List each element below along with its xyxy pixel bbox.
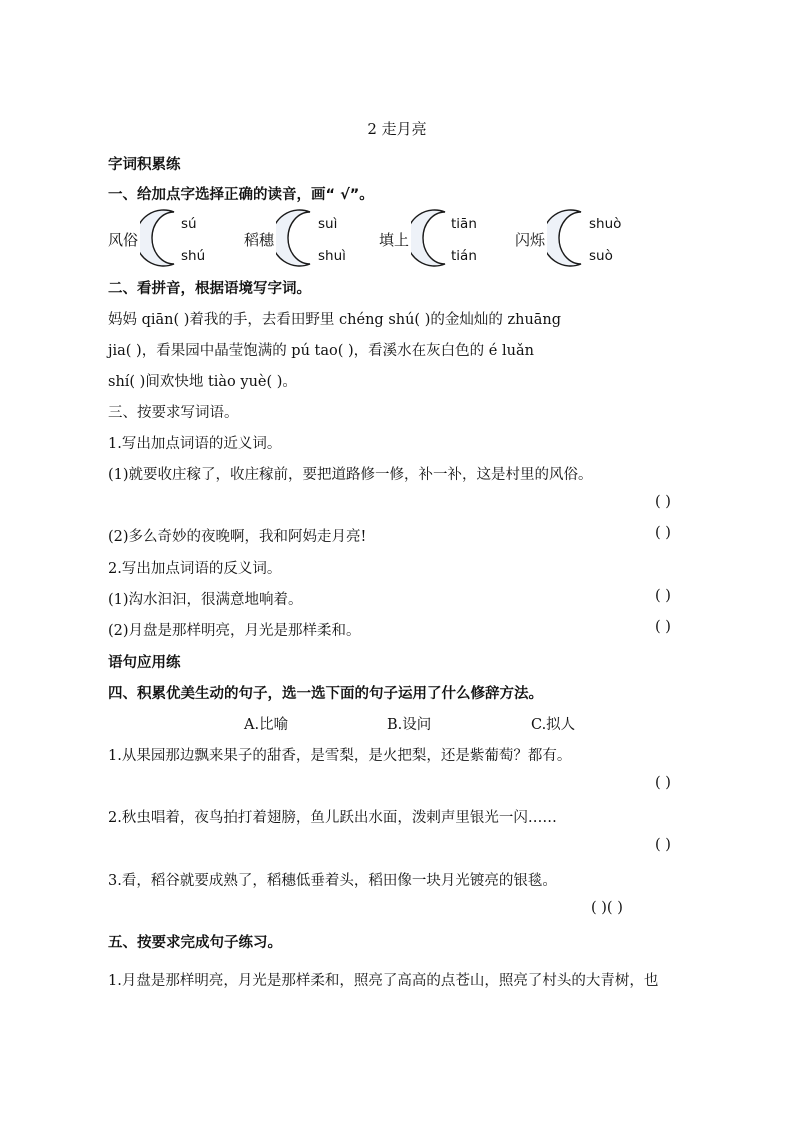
q4-option-c: C.拟人 xyxy=(531,717,576,733)
q5-heading: 五、按要求完成句子练习。 xyxy=(108,935,282,951)
q3-sub-2: 2.写出加点词语的反义词。 xyxy=(108,561,282,577)
q4-option-a: A.比喻 xyxy=(244,717,289,733)
q3-heading: 三、按要求写词语。 xyxy=(108,405,239,421)
answer-blank[interactable]: ( ) xyxy=(655,775,671,791)
answer-blank[interactable]: ( ) xyxy=(655,494,671,510)
page-title: 2 走月亮 xyxy=(367,120,427,138)
q3-sentence-1: (1)就要收庄稼了，收庄稼前，要把道路修一修，补一补，这是村里的风俗。 xyxy=(108,467,593,483)
crescent-bracket-icon xyxy=(547,208,593,268)
q2-line-2: jia( )，看果园中晶莹饱满的 pú tao( )，看溪水在灰白色的 é luǎn xyxy=(108,343,534,359)
section-heading-sentence-practice: 语句应用练 xyxy=(108,655,181,671)
q2-heading: 二、看拼音，根据语境写字词。 xyxy=(108,281,311,297)
q1-word: 闪烁 xyxy=(515,231,546,249)
q1-option-2[interactable]: shú xyxy=(181,248,206,264)
q4-sentence-2: 2.秋虫唱着，夜鸟拍打着翅膀，鱼儿跃出水面，泼剌声里银光一闪…… xyxy=(108,810,557,826)
q2-line-3: shí( )间欢快地 tiào yuè( )。 xyxy=(108,374,297,390)
answer-blank-double[interactable]: ( )( ) xyxy=(591,900,623,916)
section-heading-word-practice: 字词积累练 xyxy=(108,157,181,173)
crescent-bracket-icon xyxy=(140,208,186,268)
answer-blank[interactable]: ( ) xyxy=(655,525,671,541)
q3-sentence-2: (2)多么奇妙的夜晚啊，我和阿妈走月亮! xyxy=(108,529,367,545)
answer-blank[interactable]: ( ) xyxy=(655,619,671,635)
answer-blank[interactable]: ( ) xyxy=(655,588,671,604)
q3-sentence-4: (2)月盘是那样明亮，月光是那样柔和。 xyxy=(108,623,361,639)
answer-blank[interactable]: ( ) xyxy=(655,837,671,853)
q1-option-2[interactable]: suò xyxy=(589,248,613,264)
q1-word: 填上 xyxy=(379,231,410,249)
q4-sentence-3: 3.看，稻谷就要成熟了，稻穗低垂着头，稻田像一块月光镀亮的银毯。 xyxy=(108,873,557,889)
q1-option-2[interactable]: tián xyxy=(451,248,477,264)
q3-sub-1: 1.写出加点词语的近义词。 xyxy=(108,436,282,452)
q1-word: 稻穗 xyxy=(244,231,275,249)
q3-sentence-3: (1)沟水汩汩，很满意地响着。 xyxy=(108,592,303,608)
q1-option-1[interactable]: tiān xyxy=(451,216,477,232)
q1-option-1[interactable]: sú xyxy=(181,216,197,232)
q2-line-1: 妈妈 qiān( )着我的手，去看田野里 chéng shú( )的金灿灿的 zhuāng xyxy=(108,312,562,328)
q4-sentence-1: 1.从果园那边飘来果子的甜香，是雪梨，是火把梨，还是紫葡萄？都有。 xyxy=(108,748,572,764)
q1-option-2[interactable]: shuì xyxy=(318,248,346,264)
q1-option-1[interactable]: suì xyxy=(318,216,338,232)
q1-heading: 一、给加点字选择正确的读音，画“ √”。 xyxy=(108,187,374,203)
q4-option-b: B.设问 xyxy=(387,717,432,733)
crescent-bracket-icon xyxy=(276,208,322,268)
q1-word: 风俗 xyxy=(108,231,139,249)
q4-heading: 四、积累优美生动的句子，选一选下面的句子运用了什么修辞方法。 xyxy=(108,686,543,702)
q1-option-1[interactable]: shuò xyxy=(589,216,622,232)
q5-sentence-1: 1.月盘是那样明亮，月光是那样柔和，照亮了高高的点苍山，照亮了村头的大青树，也 xyxy=(108,973,659,989)
